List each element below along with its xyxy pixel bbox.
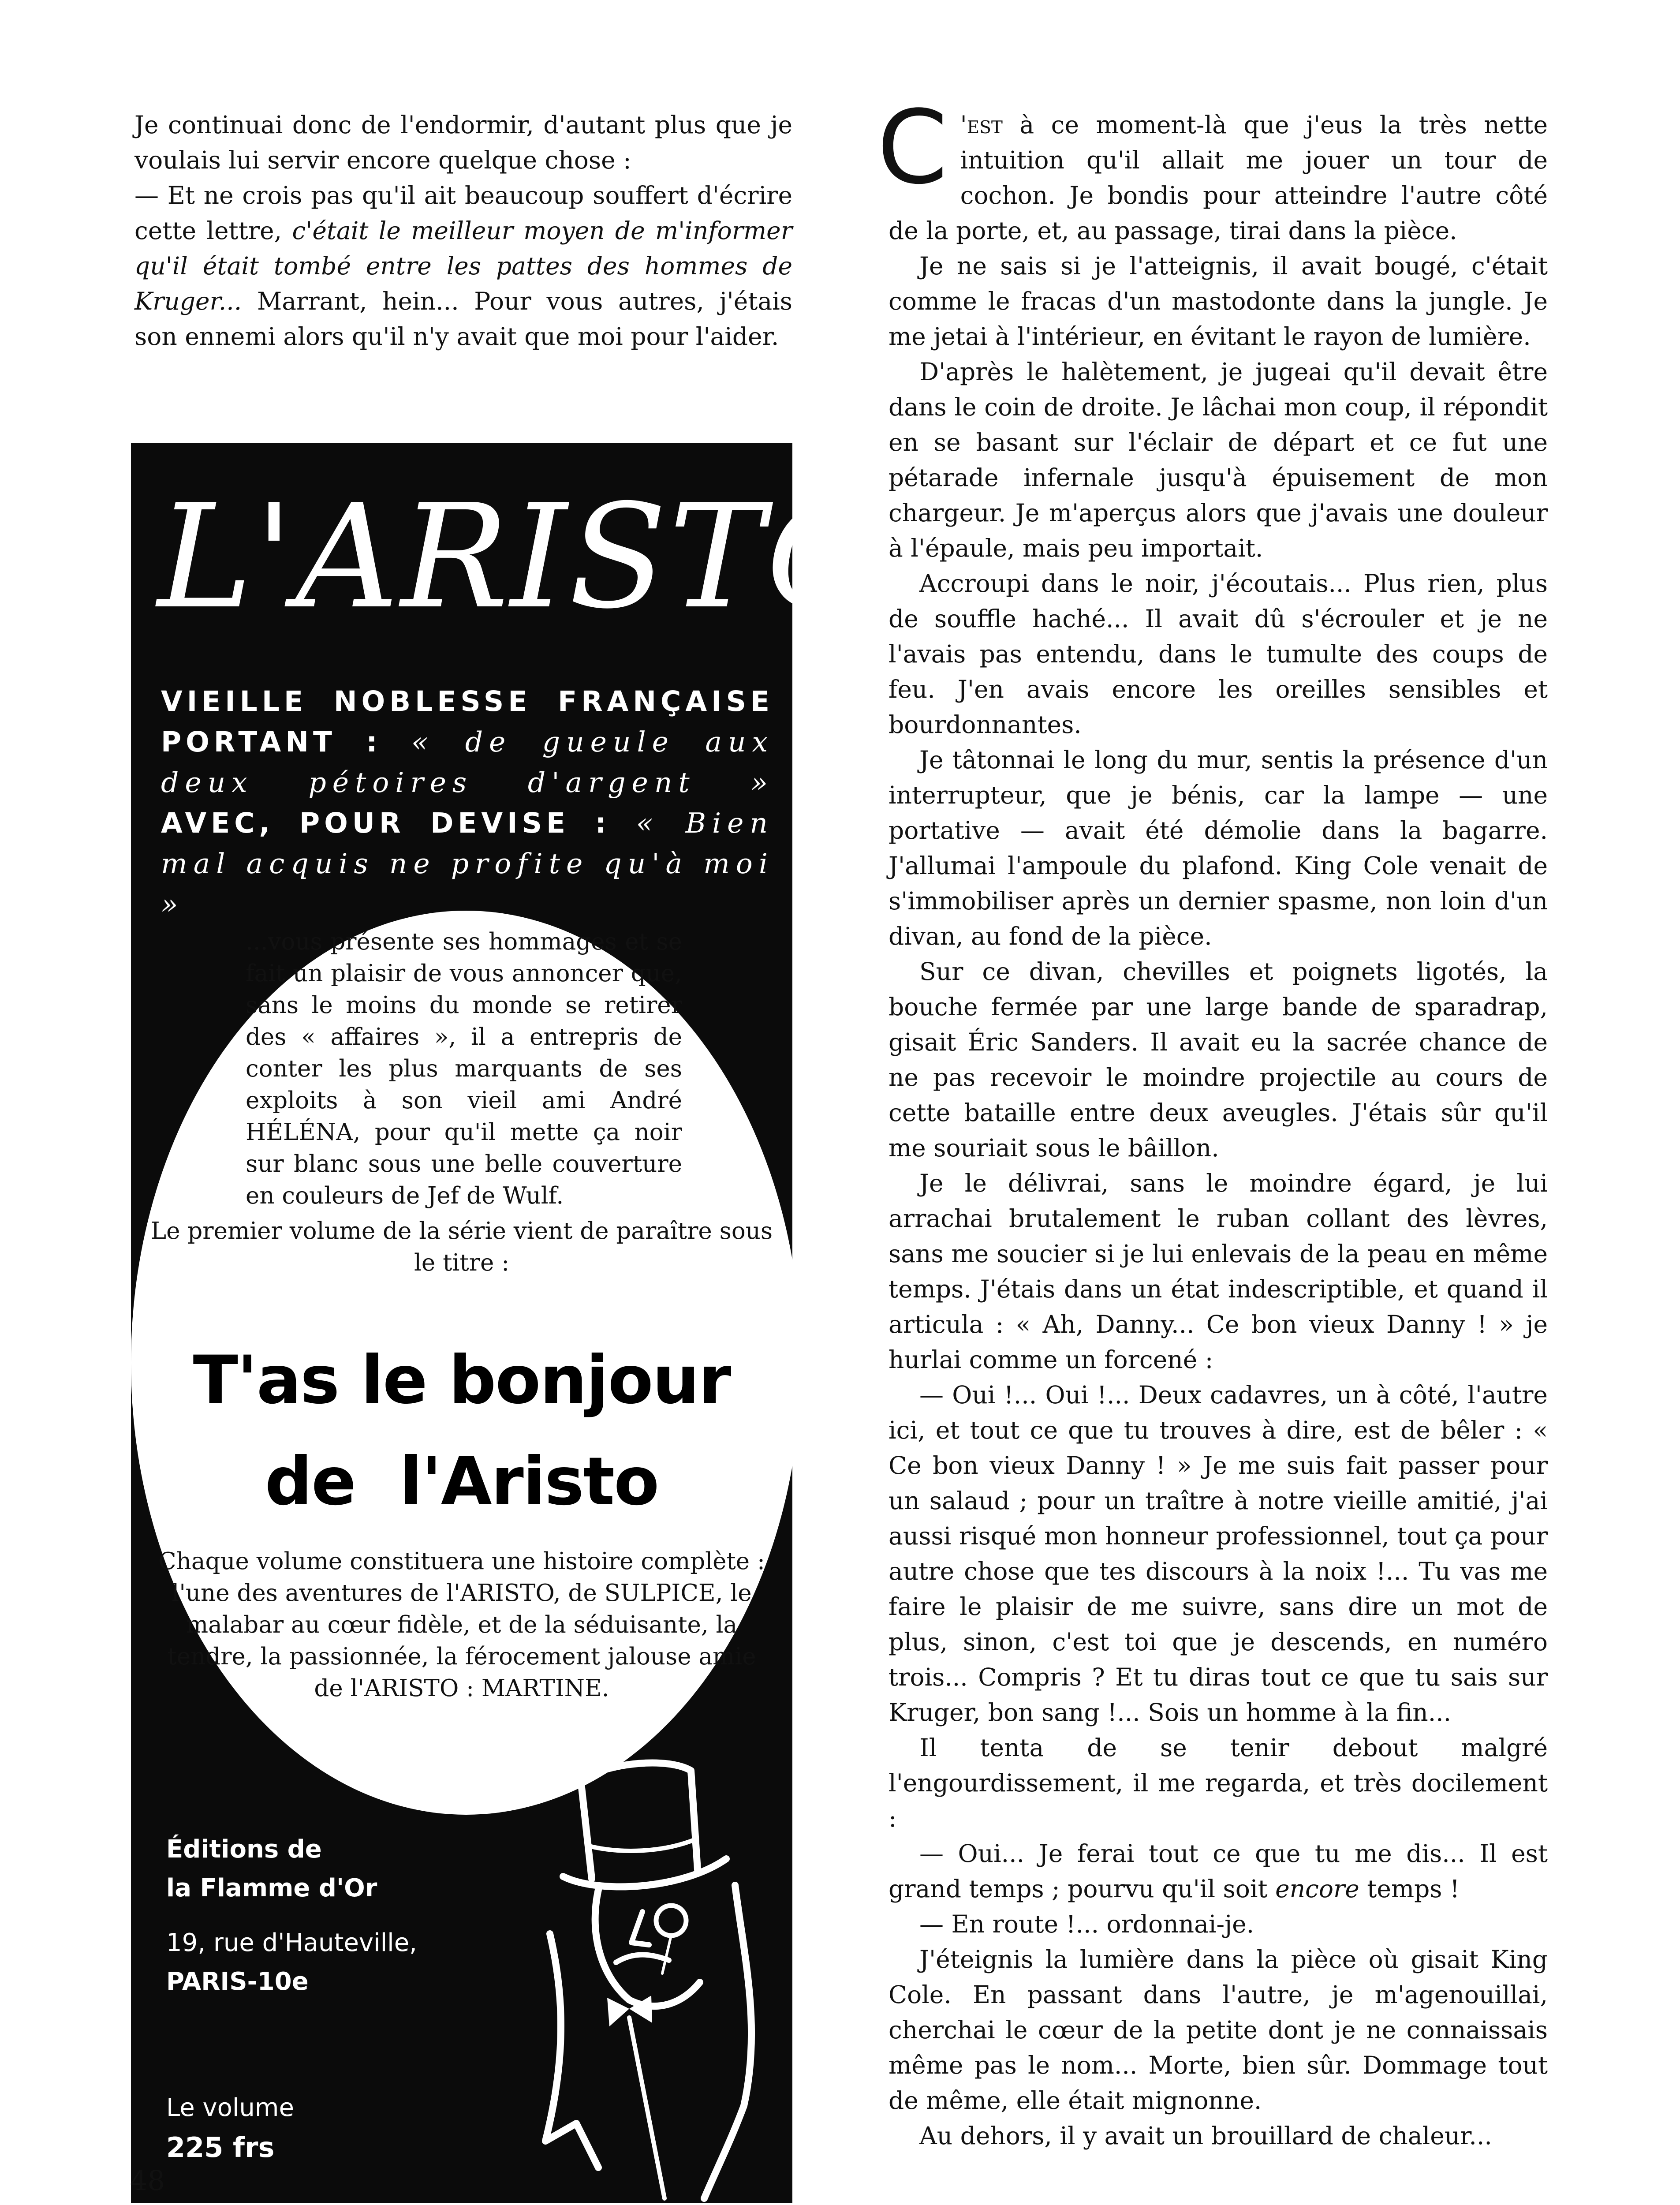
ad-logo: L'ARISTO — [157, 473, 885, 640]
book-title-line-2: de l'Aristo — [265, 1443, 659, 1520]
ad-blurb-text: ...vous présente ses hommages et se fait un plaisir de vous annoncer que, sans le moins du monde se retirer des « affaires », il a entrepris de conter les plus marquants de ses exploits à son vieil ami André HÉLÉNA, pour qu'il mette ça noir sur blanc sous une belle couverture en couleurs de Jef de Wulf. — [246, 928, 682, 1209]
paragraph-italic: encore — [1275, 1875, 1359, 1903]
paragraph-italic: c'était le meilleur moyen de m'informer qu'il était tombé entre les pattes des hommes de Kruger... — [134, 217, 792, 315]
price: 225 frs — [166, 2131, 275, 2164]
book-title-line-1: T'as le bonjour — [193, 1342, 731, 1419]
publisher-block — [166, 1830, 484, 2001]
heraldry-quote: « de gueule aux deux pétoires d'argent » — [161, 726, 774, 799]
paragraph-text: Marrant, hein... Pour vous autres, j'étais son ennemi alors qu'il n'y avait que moi pour l'aider. — [134, 287, 792, 351]
paragraph: Au dehors, il y avait un brouillard de chaleur... — [919, 2122, 1492, 2150]
opening-text: à ce moment-là que j'eus la très nette intuition qu'il allait me jouer un tour de cochon. Je bondis pour atteindre l'autre côté de la porte, et, au passage, tirai dans la pièce. — [889, 111, 1548, 245]
publisher-name-line-1: Éditions de — [166, 1835, 322, 1864]
opening-smallcaps: 'est — [960, 111, 1003, 139]
aristo-advertisement — [131, 443, 885, 2203]
ad-blurb — [149, 926, 775, 1279]
ad-series-description — [153, 1546, 770, 1704]
paragraph: Je continuai donc de l'endormir, d'autant plus que je voulais lui servir encore quelque chose : — [134, 111, 792, 174]
paragraph-text: — Oui... Je ferai tout ce que tu me dis... Il est grand temps ; pourvu qu'il soit — [889, 1839, 1548, 1903]
paragraph — [889, 1836, 1548, 1906]
paragraph-text: — Et ne crois pas qu'il ait beaucoup souffert d'écrire cette lettre, — [134, 181, 792, 245]
paragraph-text: temps ! — [1359, 1875, 1460, 1903]
paragraph: D'après le halètement, je jugeai qu'il devait être dans le coin de droite. Je lâchai mon coup, il répondit en se basant sur l'éclair de départ et ce fut une pétarade infernale jusqu'à épuisement de mon chargeur. Je m'aperçus alors que j'avais une douleur à l'épaule, mais peu importait. — [889, 358, 1548, 562]
price-label: Le volume — [166, 2093, 294, 2122]
drop-cap: C — [877, 89, 948, 207]
paragraph: J'éteignis la lumière dans la pièce où gisait King Cole. En passant dans l'autre, je m'agenouillai, cherchai le cœur de la petite dont je ne connaissais même pas le nom... Morte, bien sûr. Dommage tout de même, elle était mignonne. — [889, 1945, 1548, 2115]
publisher-name-line-2: la Flamme d'Or — [166, 1874, 377, 1902]
paragraph: — En route !... ordonnai-je. — [919, 1910, 1254, 1938]
paragraph — [134, 178, 792, 354]
aristo-caricature-icon — [497, 1744, 779, 2203]
paragraph: — Oui !... Oui !... Deux cadavres, un à côté, l'autre ici, et tout ce que tu trouves à dire, est de bêler : « Ce bon vieux Danny ! » Je me suis fait passer pour un salaud ; pour un traître à notre vieille amitié, j'ai aussi risqué mon honneur professionnel, tout ça pour autre chose que tes discours à la noix !... Tu vas me faire le plaisir de me suivre, sans dire un mot de plus, sinon, c'est toi que je descends, en numéro trois... Compris ? Et tu diras tout ce que tu sais sur Kruger, bon sang !... Sois un homme à la fin... — [889, 1381, 1548, 1727]
paragraph: Je le délivrai, sans le moindre égard, je lui arrachai brutalement le ruban collant des lèvres, sans me soucier si je lui enlevais de la peau en même temps. J'étais dans un état indescriptible, et quand il articula : « Ah, Danny... Ce bon vieux Danny ! » je hurlai comme un forcené : — [889, 1169, 1548, 1374]
publisher-address-line-2: PARIS-10e — [166, 1967, 309, 1996]
publisher-address-line-1: 19, rue d'Hauteville, — [166, 1928, 417, 1957]
page-number: 48 — [130, 2164, 165, 2197]
ad-heraldry-text — [161, 681, 774, 925]
book-title — [149, 1330, 775, 1532]
left-column-text — [134, 107, 792, 354]
ad-blurb-intro: Le premier volume de la série vient de paraître sous le titre : — [150, 1218, 773, 1276]
paragraph: Je ne sais si je l'atteignis, il avait bougé, c'était comme le fracas d'un mastodonte dans la jungle. Je me jetai à l'intérieur, en évitant le rayon de lumière. — [889, 252, 1548, 351]
opening-paragraph — [877, 89, 1548, 248]
paragraph: Sur ce divan, chevilles et poignets ligotés, la bouche fermée par une large bande de sparadrap, gisait Éric Sanders. Il avait eu la sacrée chance de ne pas recevoir le moindre projectile au cours de cette bataille entre deux aveugles. J'étais sûr qu'il me souriait sous le bâillon. — [889, 957, 1548, 1162]
paragraph: Il tenta de se tenir debout malgré l'engourdissement, il me regarda, et très docilement : — [889, 1734, 1548, 1832]
heraldry-prefix: VIEILLE NOBLESSE FRANÇAISE PORTANT : — [161, 685, 774, 758]
heraldry-middle: AVEC, POUR DEVISE : — [161, 807, 611, 839]
paragraph: Je tâtonnai le long du mur, sentis la présence d'un interrupteur, que je bénis, car la lampe — une portative — avait été démolie dans la bagarre. J'allumai l'ampoule du plafond. King Cole venait de s'immobiliser après un dernier spasme, non loin d'un divan, au fond de la pièce. — [889, 746, 1548, 950]
paragraph: Accroupi dans le noir, j'écoutais... Plus rien, plus de souffle haché... Il avait dû s'écrouler et je ne l'avais pas entendu, dans le tumulte des coups de feu. J'en avais encore les oreilles sensibles et bourdonnantes. — [889, 569, 1548, 739]
ad-description-text: Chaque volume constituera une histoire complète : l'une des aventures de l'ARISTO, de SULPICE, le malabar au cœur fidèle, et de la séduisante, la tendre, la passionnée, la férocement jalouse amie de l'ARISTO : MARTINE. — [158, 1548, 765, 1702]
right-column-text — [877, 89, 1548, 2153]
heraldry-motto: « Bien mal acquis ne profite qu'à moi » — [161, 807, 774, 920]
